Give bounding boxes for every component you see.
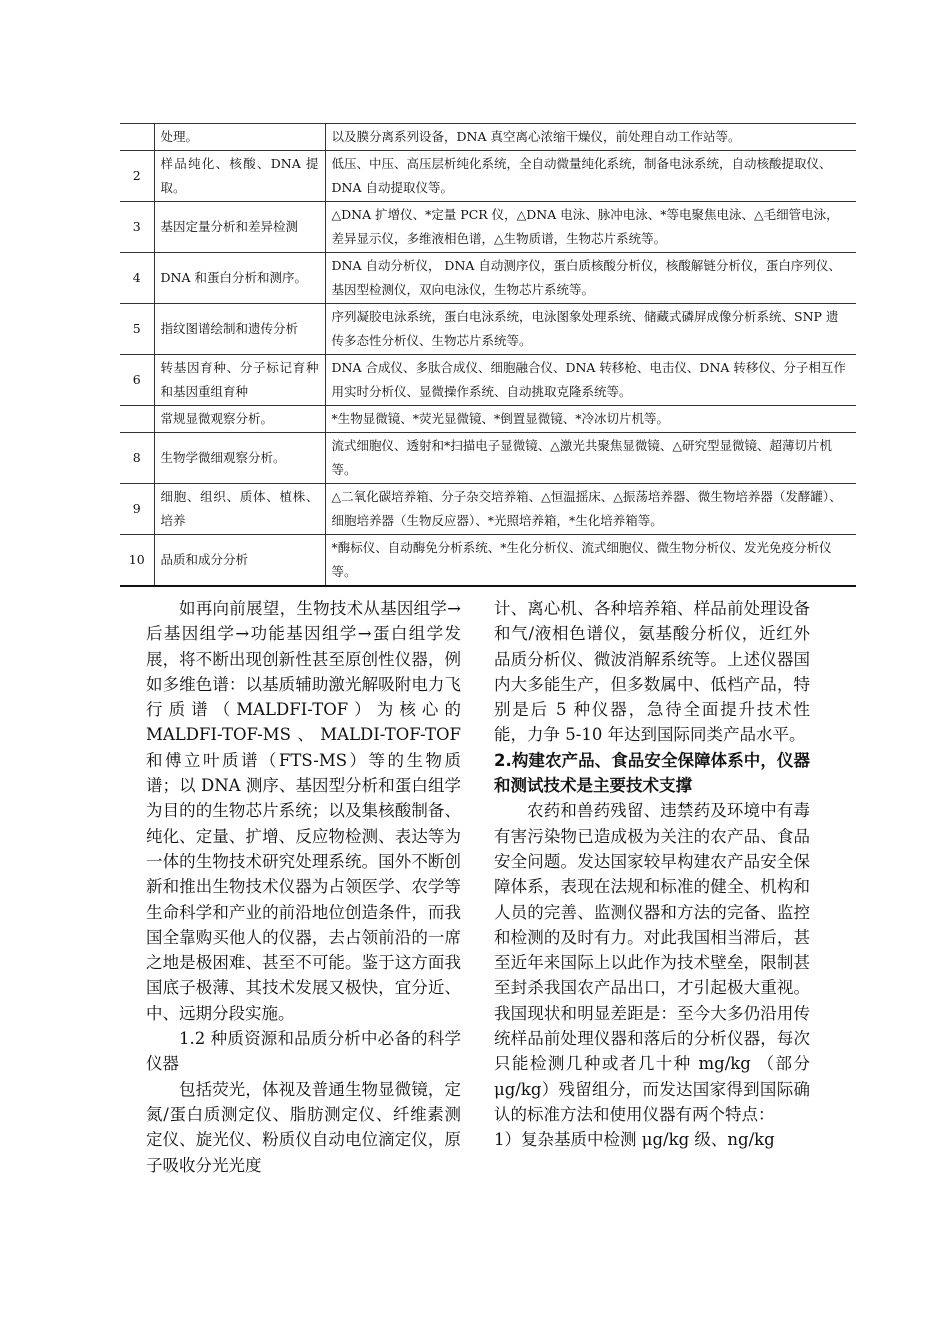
instrument-list: DNA 合成仪、多肽合成仪、细胞融合仪、DNA 转移枪、电击仪、DNA 转移仪、分子相互作用实时分析仪、显微操作系统、自动挑取克隆系统等。	[325, 355, 856, 406]
table-row	[120, 406, 856, 433]
research-item: 品质和成分分析	[154, 535, 325, 587]
row-number: 4	[132, 270, 141, 285]
instrument-list: △DNA 扩增仪、*定量 PCR 仪，△DNA 电泳、脉冲电泳、*等电聚焦电泳、△毛细管电泳，差异显示仪，多维液相色谱，△生物质谱，生物芯片系统等。	[325, 202, 856, 253]
table-row	[120, 202, 856, 253]
table-row	[120, 304, 856, 355]
instrument-list: 低压、中压、高压层析纯化系统，全自动微量纯化系统，制备电泳系统，自动核酸提取仪、DNA 自动提取仪等。	[325, 151, 856, 202]
instrument-table	[120, 123, 856, 587]
table-row	[120, 151, 856, 202]
body-paragraph: 包括荧光，体视及普通生物显微镜，定氮/蛋白质测定仪、脂肪测定仪、纤维素测定仪、旋光仪、粉质仪自动电位滴定仪，原子吸收分光光度	[146, 1079, 461, 1175]
instrument-list: 以及膜分离系列设备，DNA 真空离心浓缩干燥仪，前处理自动工作站等。	[325, 124, 856, 151]
instrument-list: △二氧化碳培养箱、分子杂交培养箱、△恒温摇床、△振荡培养器、微生物培养器（发酵罐）、细胞培养器（生物反应器）、*光照培养箱，*生化培养箱等。	[325, 484, 856, 535]
right-text-column	[494, 596, 810, 1153]
instrument-list: *酶标仪、自动酶免分析系统、*生化分析仪、流式细胞仪、微生物分析仪、发光免疫分析仪等。	[325, 535, 856, 587]
research-item: 指纹图谱绘制和遗传分析	[154, 304, 325, 355]
section-heading: 2.构建农产品、食品安全保障体系中，仪器和测试技术是主要技术支撑	[494, 750, 810, 796]
instrument-list: 流式细胞仪、透射和*扫描电子显微镜、△激光共聚焦显微镜、△研究型显微镜、超薄切片机等。	[325, 433, 856, 484]
research-item: 处理。	[154, 124, 325, 151]
table-row	[120, 433, 856, 484]
table-row	[120, 484, 856, 535]
row-number: 5	[132, 321, 141, 336]
research-item: 样品纯化、核酸、DNA 提取。	[154, 151, 325, 202]
instrument-list: 序列凝胶电泳系统，蛋白电泳系统，电泳图象处理系统、储藏式磷屏成像分析系统、SNP 遗传多态性分析仪、生物芯片系统等。	[325, 304, 856, 355]
section-subheading: 1.2 种质资源和品质分析中必备的科学仪器	[146, 1029, 461, 1074]
research-item: DNA 和蛋白分析和测序。	[154, 253, 325, 304]
instrument-list: *生物显微镜、*荧光显微镜、*倒置显微镜、*冷冰切片机等。	[325, 406, 856, 433]
table-row	[120, 124, 856, 151]
research-item: 基因定量分析和差异检测	[154, 202, 325, 253]
row-number: 8	[132, 450, 141, 465]
row-number: 9	[132, 501, 141, 516]
research-item: 转基因育种、分子标记育种和基因重组育种	[154, 355, 325, 406]
research-item: 常规显微观察分析。	[154, 406, 325, 433]
row-number	[120, 124, 154, 151]
table-row	[120, 253, 856, 304]
body-paragraph: 农药和兽药残留、违禁药及环境中有毒有害污染物已造成极为关注的农产品、食品安全问题。发达国家较早构建农产品安全保障体系，表现在法规和标准的健全、机构和人员的完善、监测仪器和方法的完备、监控和检测的及时有力。对此我国相当滞后，甚至近年来国际上以此作为技术壁垒，限制甚至封杀我国农产品出口，才引起极大重视。我国现状和明显差距是：至今大多仍沿用传统样品前处理仪器和落后的分析仪器，每次只能检测几种或者几十种 mg/kg （部分 μg/kg）残留组分，而发达国家得到国际确认的标准方法和使用仪器有两个特点：	[494, 801, 810, 1124]
research-item: 细胞、组织、质体、植株、培养	[154, 484, 325, 535]
row-number: 2	[132, 168, 141, 183]
instrument-list: DNA 自动分析仪， DNA 自动测序仪，蛋白质核酸分析仪，核酸解链分析仪，蛋白序列仪、基因型检测仪，双向电泳仪，生物芯片系统等。	[325, 253, 856, 304]
body-paragraph: 如再向前展望，生物技术从基因组学→后基因组学→功能基因组学→蛋白组学发展，将不断出现创新性甚至原创性仪器，例如多维色谱：以基质辅助激光解吸附电力飞行质谱（MALDFI-TOF）为核心的 MALDFI-TOF-MS、MALDI-TOF-TOF 和傅立叶质谱（FTS-MS）等的生物质谱；以 DNA 测序、基因型分析和蛋白组学为目的的生物芯片系统；以及集核酸制备、纯化、定量、扩增、反应物检测、表达等为一体的生物技术研究处理系统。国外不断创新和推出生物技术仪器为占领医学、农学等生命科学和产业的前沿地位创造条件，而我国全靠购买他人的仪器，去占领前沿的一席之地是极困难、甚至不可能。鉴于这方面我国底子极薄、其技术发展又极快，宜分近、中、远期分段实施。	[146, 599, 461, 1023]
body-paragraph: 计、离心机、各种培养箱、样品前处理设备和气/液相色谱仪，氨基酸分析仪，近红外品质分析仪、微波消解系统等。上述仪器国内大多能生产，但多数属中、低档产品，特别是后 5 种仪器，急待全面提升技术性能，力争 5-10 年达到国际同类产品水平。	[494, 599, 810, 745]
row-number: 3	[132, 219, 141, 234]
body-paragraph: 1）复杂基质中检测 μg/kg 级、ng/kg	[494, 1130, 775, 1150]
row-number: 10	[128, 552, 145, 567]
left-text-column	[146, 596, 461, 1178]
row-number	[120, 406, 154, 433]
row-number: 6	[132, 372, 141, 387]
research-item: 生物学微细观察分析。	[154, 433, 325, 484]
table-row	[120, 535, 856, 587]
table-row	[120, 355, 856, 406]
